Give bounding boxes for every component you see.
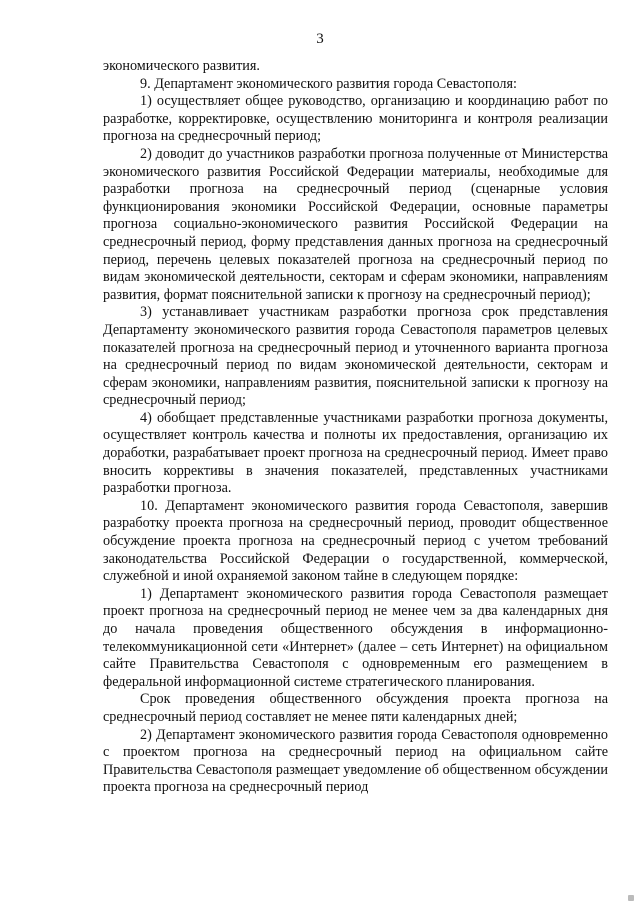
paragraph: экономического развития.: [103, 58, 260, 74]
paragraph: 2) Департамент экономического развития города Севастополя одновременно с проектом прогноза на среднесрочный период на официальном сайте Правительства Севастополя размещает уведомление об общественном обсуждении проекта прогноза на среднесрочный период: [103, 726, 608, 796]
paragraph: 1) осуществляет общее руководство, организацию и координацию работ по разработке, корректировке, осуществлению мониторинга и контроля реализации прогноза на среднесрочный период;: [103, 93, 608, 145]
paragraph: 4) обобщает представленные участниками разработки прогноза документы, осуществляет контроль качества и полноты их предоставления, организацию их доработки, разрабатывает проект прогноза на среднесрочный период. Имеет право вносить коррективы в значения показателей, представленных участниками разработки прогноза.: [103, 409, 608, 497]
paragraph: Срок проведения общественного обсуждения проекта прогноза на среднесрочный период составляет не менее пяти календарных дней;: [103, 691, 608, 725]
paragraph: 2) доводит до участников разработки прогноза полученные от Министерства экономического развития Российской Федерации материалы, необходимые для разработки прогноза на среднесрочный период (сценарные условия функционирования экономики Российской Федерации, основные параметры прогноза социально-экономического развития Российской Федерации на среднесрочный период, форму представления данных прогноза на среднесрочный период, перечень целевых показателей прогноза на среднесрочный период по видам экономической деятельности, секторам и сферам экономики, направлениям развития, формат пояснительной записки к прогнозу на среднесрочный период);: [103, 145, 608, 303]
paragraph: 10. Департамент экономического развития города Севастополя, завершив разработку проекта прогноза на среднесрочный период, проводит общественное обсуждение проекта прогноза на среднесрочный период с учетом требований законодательства Российской Федерации о государственной, коммерческой, служебной и иной охраняемой законом тайне в следующем порядке:: [103, 497, 608, 585]
paragraph: 3) устанавливает участникам разработки прогноза срок представления Департаменту экономического развития города Севастополя параметров целевых показателей прогноза на среднесрочный период и уточненного варианта прогноза на среднесрочный период по видам экономической деятельности, секторам и сферам экономики, направлениям развития, пояснительной записки к прогнозу на среднесрочный период;: [103, 304, 608, 409]
paragraph: 1) Департамент экономического развития города Севастополя размещает проект прогноза на среднесрочный период не менее чем за два календарных дня до начала проведения общественного обсуждения в информационно-телекоммуникационной сети «Интернет» (далее – сеть Интернет) на официальном сайте Правительства Севастополя с одновременным его размещением в федеральной информационной системе стратегического планирования.: [103, 585, 608, 690]
scan-artifact: [628, 895, 634, 901]
document-body: [103, 58, 608, 797]
paragraph: 9. Департамент экономического развития города Севастополя:: [140, 75, 517, 92]
page-number: 3: [316, 31, 324, 47]
